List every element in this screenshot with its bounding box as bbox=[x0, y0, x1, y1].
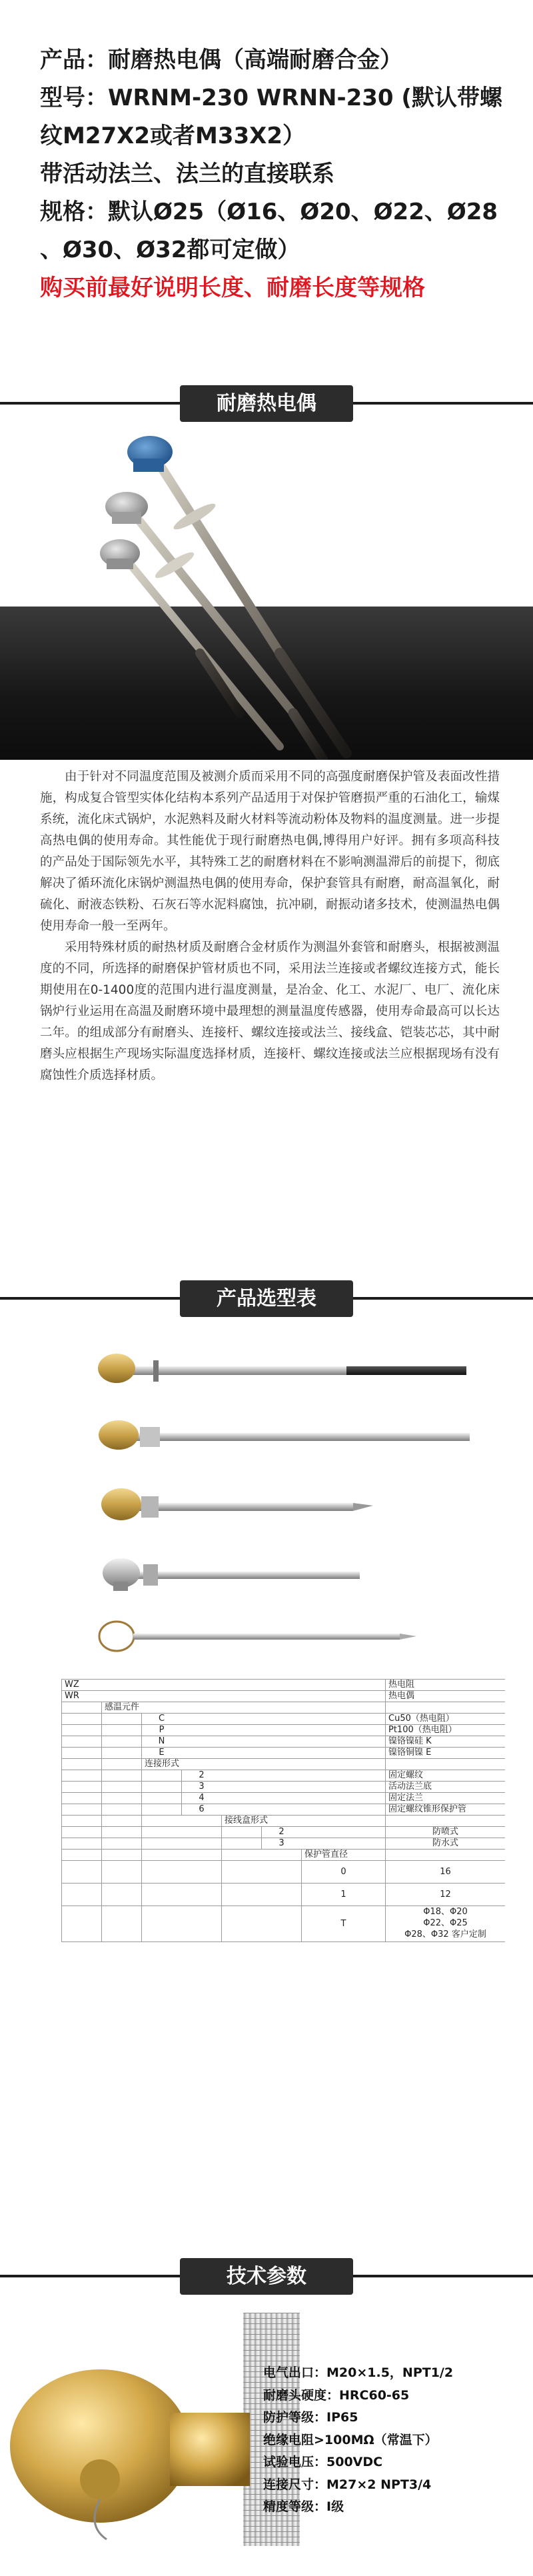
product-spec-block bbox=[40, 41, 506, 307]
size-line: 规格：默认Ø25（Ø16、Ø20、Ø22、Ø28 bbox=[40, 199, 498, 225]
section-title-pill bbox=[180, 2258, 353, 2295]
table-row-junction: 2 防喷式 bbox=[61, 1827, 505, 1838]
table-row-connection: 6 固定螺纹锥形保护管 bbox=[61, 1804, 505, 1816]
section-header-selection bbox=[0, 1278, 533, 1318]
model-line-cont: 纹M27X2或者M33X2） bbox=[40, 123, 306, 149]
table-row-wz: WZ 热电阻 bbox=[61, 1680, 505, 1691]
thermocouple-illustration bbox=[0, 433, 533, 760]
variant-4-image bbox=[103, 1558, 360, 1591]
section-title-pill bbox=[180, 385, 353, 422]
table-row-diameter-header: 保护管直径 bbox=[61, 1850, 505, 1861]
thermocouple-2 bbox=[105, 492, 323, 760]
variant-3-image bbox=[101, 1488, 373, 1520]
table-row-diameter: 1 12 bbox=[61, 1884, 505, 1906]
spec-accuracy: 精度等级：Ⅰ级 bbox=[263, 2499, 344, 2514]
table-row-connection: 4 固定法兰 bbox=[61, 1793, 505, 1804]
table-row-junction-header: 接线盒形式 bbox=[61, 1816, 505, 1827]
table-row-connection: 2 固定螺纹 bbox=[61, 1770, 505, 1782]
section-header-intro bbox=[0, 383, 533, 423]
table-row-sensor: C Cu50（热电阻） bbox=[61, 1714, 505, 1725]
product-variant-images bbox=[0, 1330, 533, 1676]
section-title: 产品选型表 bbox=[217, 1287, 316, 1310]
variant-2-image bbox=[99, 1420, 470, 1450]
size-line-cont: 、Ø30、Ø32都可定做） bbox=[40, 237, 300, 263]
model-line: 型号：WRNM-230 WRNN-230 (默认带螺 bbox=[40, 85, 502, 111]
section-header-tech bbox=[0, 2256, 533, 2296]
section-title: 耐磨热电偶 bbox=[217, 392, 316, 415]
flange-line: 带活动法兰、法兰的直接联系 bbox=[40, 161, 334, 187]
purchase-notice: 购买前最好说明长度、耐磨长度等规格 bbox=[40, 275, 425, 301]
product-name-line: 产品：耐磨热电偶（高端耐磨合金） bbox=[40, 47, 402, 73]
table-row-sensor: E 镍铬铜镍 E bbox=[61, 1748, 505, 1759]
tech-spec-list bbox=[263, 2362, 530, 2519]
spec-hardness: 耐磨头硬度：HRC60-65 bbox=[263, 2387, 410, 2403]
table-row-sensor: P Pt100（热电阻） bbox=[61, 1725, 505, 1736]
variant-1-image bbox=[98, 1354, 466, 1383]
description-paragraph-1: 由于针对不同温度范围及被测介质而采用不同的高强度耐磨保护管及表面改性措施，构成复合管型实体化结构本系列产品适用于对保护管磨损严重的石油化工，输煤系统，流化床式锅炉，水泥熟料及耐火材料等流动粉体及物料的温度测量。进一步提高热电偶的使用寿命。其性能优于现行耐磨热电偶,博得用户好评。拥有多项高科技的产品处于国际领先水平，其特殊工艺的耐磨材料在不影响测温滞后的前提下，彻底解决了循环流化床锅炉测温热电偶的使用寿命，保护套管具有耐磨，耐高温氧化，耐硫化、耐液态铁粉、石灰石等水泥料腐蚀，抗冲刷，耐振动诸多技术，使测温热电偶使用寿命一般一至两年。 bbox=[40, 770, 500, 933]
hero-product-photo bbox=[0, 433, 533, 760]
spec-electric-outlet: 电气出口：M20×1.5，NPT1/2 bbox=[263, 2365, 454, 2380]
product-description bbox=[40, 766, 500, 1086]
spec-protection: 防护等级：IP65 bbox=[263, 2410, 358, 2425]
spec-connection-size: 连接尺寸：M27×2 NPT3/4 bbox=[263, 2477, 432, 2492]
section-title-pill bbox=[180, 1280, 353, 1317]
table-row-sensor: N 镍铬镍硅 K bbox=[61, 1736, 505, 1748]
description-paragraph-2: 采用特殊材质的耐热材质及耐磨合金材质作为测温外套管和耐磨头，根据被测温度的不同，所选择的耐磨保护管材质也不同，采用法兰连接或者螺纹连接方式，能长期使用在0-1400度的范围内进行温度测量，是冶金、化工、水泥厂、电厂、流化床锅炉行业运用在高温及耐磨环境中最理想的测量温度传感器，使用寿命最高可以长达二年。的组成部分有耐磨头、连接杆、螺纹连接或法兰、接线盒、铠装芯芯，其中耐磨头应根据生产现场实际温度选择材质，连接杆、螺纹连接或法兰应根据现场有没有腐蚀性介质选择材质。 bbox=[40, 940, 500, 1082]
variant-5-image bbox=[99, 1622, 416, 1651]
spec-insulation: 绝缘电阻>100MΩ（常温下） bbox=[263, 2432, 438, 2447]
thermocouple-3 bbox=[100, 539, 280, 746]
table-row-connection-header: 连接形式 bbox=[61, 1759, 505, 1770]
model-selection-table bbox=[61, 1680, 505, 1942]
table-row-sensor-header: 感温元件 bbox=[61, 1702, 505, 1714]
spec-test-voltage: 试验电压：500VDC bbox=[263, 2455, 383, 2469]
table-row-wr: WR 热电偶 bbox=[61, 1691, 505, 1702]
section-title: 技术参数 bbox=[227, 2265, 306, 2288]
table-row-connection: 3 活动法兰底 bbox=[61, 1782, 505, 1793]
table-row-diameter: T Φ18、Φ20 Φ22、Φ25 Φ28、Φ32 客户定制 bbox=[61, 1906, 505, 1942]
table-row-diameter: 0 16 bbox=[61, 1861, 505, 1884]
table-row-junction: 3 防水式 bbox=[61, 1838, 505, 1850]
